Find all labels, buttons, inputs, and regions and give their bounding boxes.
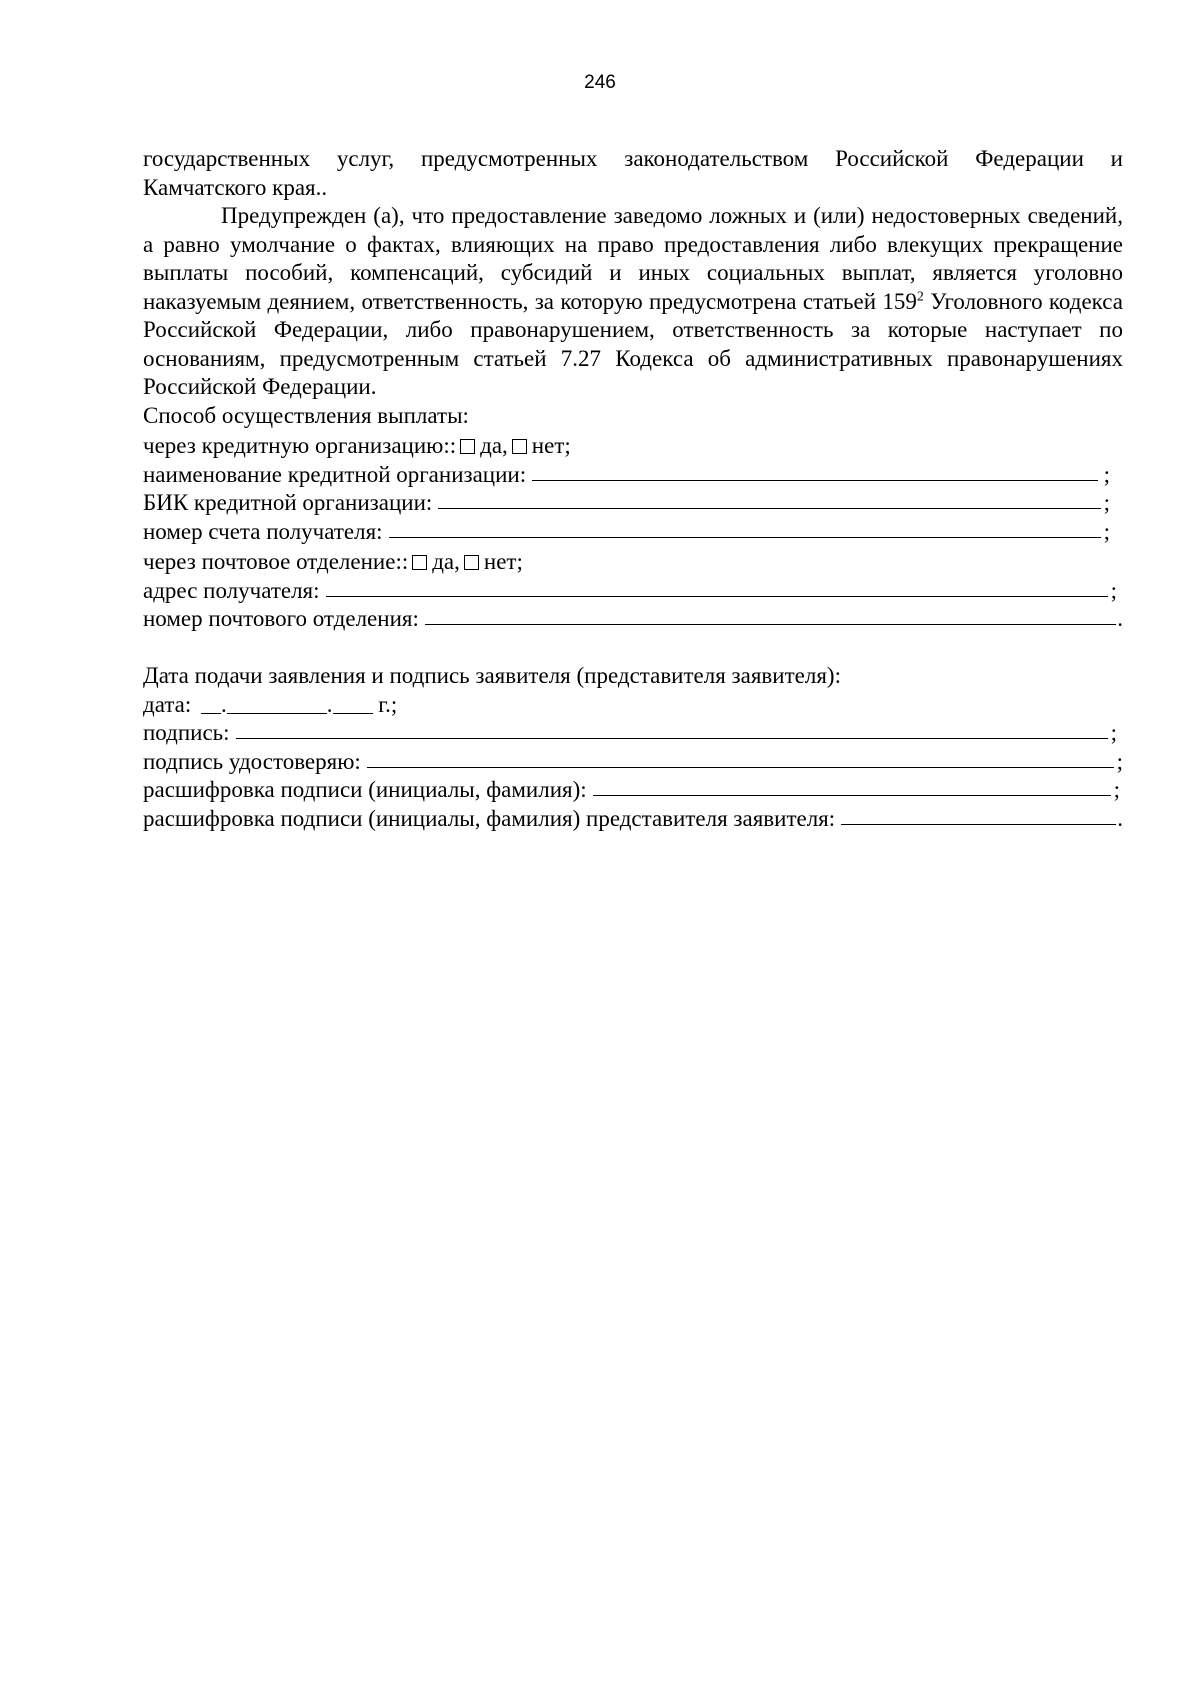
warning-paragraph [143, 202, 1123, 402]
post-number-blank[interactable] [425, 604, 1116, 625]
credit-org-name-blank[interactable] [532, 460, 1097, 481]
account-blank[interactable] [389, 517, 1101, 538]
article-superscript: 2 [916, 288, 924, 304]
date-year-blank[interactable] [333, 694, 373, 714]
bik-blank[interactable] [438, 488, 1100, 509]
post-number-label: номер почтового отделения: [143, 606, 419, 631]
post-office-yes-checkbox[interactable] [412, 555, 427, 570]
account-label: номер счета получателя: [143, 518, 383, 544]
date-label: дата: [143, 691, 192, 717]
decoding-field [143, 776, 1123, 805]
bik-end: ; [1103, 490, 1110, 515]
credit-org-option-label: через кредитную организацию:: [143, 433, 457, 458]
credit-org-option-line [143, 432, 1123, 461]
credit-org-yes-checkbox[interactable] [460, 439, 475, 454]
bik-label: БИК кредитной организации: [143, 490, 433, 515]
date-sep-1: . [221, 691, 227, 717]
decoding-rep-field [143, 805, 1123, 834]
post-office-option-line [143, 548, 1123, 577]
warning-text-part1: Предупрежден (а), что предоставление заведомо ложных и (или) недостоверных сведений, а равно умолчание о фактах, влияющих на право предоставления либо влекущих прекращение выплаты пособий, компенсаций, субсидий и иных социальных выплат, является уголовно наказуемым деянием, ответственность, за которую предусмотрена статьей 159 [143, 203, 1123, 314]
post-office-yes-label: да, [432, 549, 460, 574]
page-number: 246 [584, 72, 616, 93]
certify-field [143, 748, 1123, 777]
date-month-blank[interactable] [227, 694, 327, 714]
signature-section-heading: Дата подачи заявления и подпись заявителя (представителя заявителя): [143, 663, 841, 688]
credit-org-name-end: ; [1103, 461, 1110, 487]
signature-end: ; [1110, 720, 1117, 745]
payment-method-heading: Способ осуществления выплаты: [143, 402, 469, 428]
date-sep-2: . [326, 691, 333, 717]
warning-text-part2: Уголовного кодекса Российской Федерации, либо правонарушением, ответственность за которые наступает по основаниям, предусмотренным статьей 7.27 Кодекса об административных правонарушениях Российской Федерации. [143, 288, 1123, 399]
signature-field [143, 719, 1123, 748]
address-label: адрес получателя: [143, 577, 320, 603]
post-office-no-checkbox[interactable] [464, 555, 479, 570]
address-field [143, 577, 1123, 606]
credit-org-yes-label: да, [480, 433, 508, 458]
credit-org-name-field [143, 461, 1123, 490]
decoding-rep-blank[interactable] [841, 804, 1116, 825]
post-office-no-label: нет; [483, 549, 523, 574]
date-line [143, 691, 1123, 720]
credit-org-name-label: наименование кредитной организации: [143, 461, 527, 487]
post-number-field [143, 605, 1123, 634]
signature-blank[interactable] [236, 718, 1108, 739]
bik-field [143, 489, 1123, 518]
date-day-blank[interactable] [201, 694, 221, 714]
address-blank[interactable] [326, 576, 1108, 597]
date-suffix: г.; [378, 691, 398, 717]
account-end: ; [1103, 518, 1110, 544]
document-body [143, 145, 1123, 833]
decoding-blank[interactable] [593, 775, 1111, 796]
signature-label: подпись: [143, 720, 230, 745]
account-field [143, 518, 1123, 547]
post-number-end: . [1117, 606, 1123, 631]
decoding-label: расшифровка подписи (инициалы, фамилия): [143, 777, 587, 802]
section-spacer [143, 634, 1123, 663]
post-office-option-label: через почтовое отделение:: [143, 549, 409, 574]
certify-label: подпись удостоверяю: [143, 748, 361, 774]
address-end: ; [1110, 577, 1117, 603]
credit-org-no-checkbox[interactable] [512, 439, 527, 454]
decoding-rep-label: расшифровка подписи (инициалы, фамилия) представителя заявителя: [143, 805, 836, 831]
decoding-rep-end: . [1117, 805, 1123, 831]
continuation-paragraph: государственных услуг, предусмотренных законодательством Российской Федерации и Камчатского края.. [143, 146, 1123, 200]
credit-org-no-label: нет; [531, 433, 571, 458]
certify-end: ; [1116, 748, 1123, 774]
certify-blank[interactable] [367, 747, 1114, 768]
decoding-end: ; [1113, 777, 1120, 802]
